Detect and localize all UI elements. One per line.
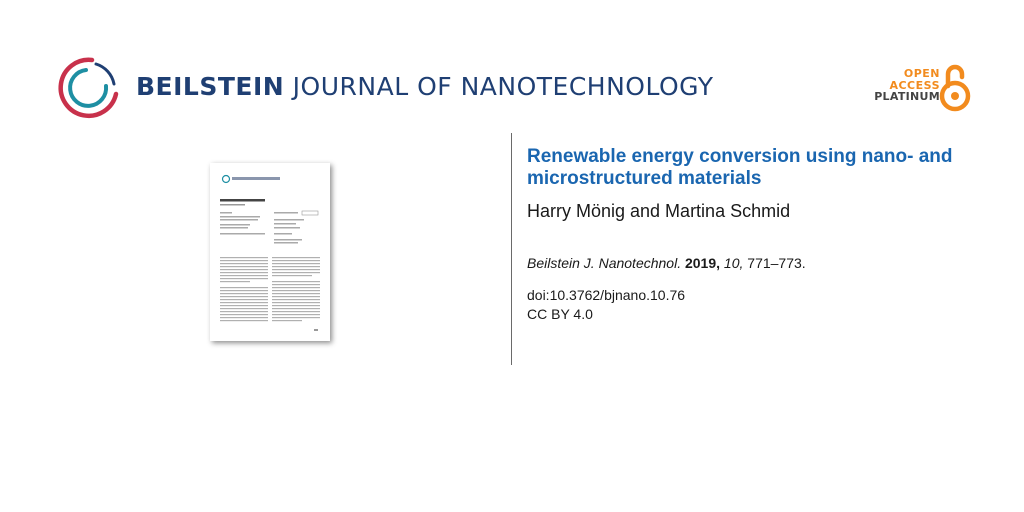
paper-thumbnail <box>210 163 330 341</box>
citation-volume: 10, <box>723 255 744 271</box>
citation-journal: Beilstein J. Nanotechnol. <box>527 255 682 271</box>
open-access-line2: ACCESS <box>889 78 940 92</box>
citation-year: 2019, <box>684 255 721 271</box>
open-lock-icon <box>938 62 972 112</box>
open-access-badge <box>874 68 940 103</box>
article-authors: Harry Mönig and Martina Schmid <box>527 201 791 221</box>
open-access-line3: PLATINUM <box>874 90 940 104</box>
paper-thumbnail-preview <box>210 163 330 341</box>
vertical-divider <box>511 133 512 365</box>
citation-pages: 771–773. <box>747 255 806 271</box>
open-access-line1: OPEN <box>903 67 940 80</box>
article-doi[interactable]: doi:10.3762/bjnano.10.76 <box>527 287 686 303</box>
journal-name <box>136 72 714 101</box>
article-title: Renewable energy conversion using nano- and microstructured materials <box>527 146 953 189</box>
journal-name-rest: JOURNAL OF NANOTECHNOLOGY <box>284 72 714 101</box>
beilstein-logo-icon <box>56 56 120 120</box>
journal-name-bold: BEILSTEIN <box>136 72 285 101</box>
article-citation <box>527 255 806 271</box>
article-license[interactable]: CC BY 4.0 <box>527 306 593 322</box>
